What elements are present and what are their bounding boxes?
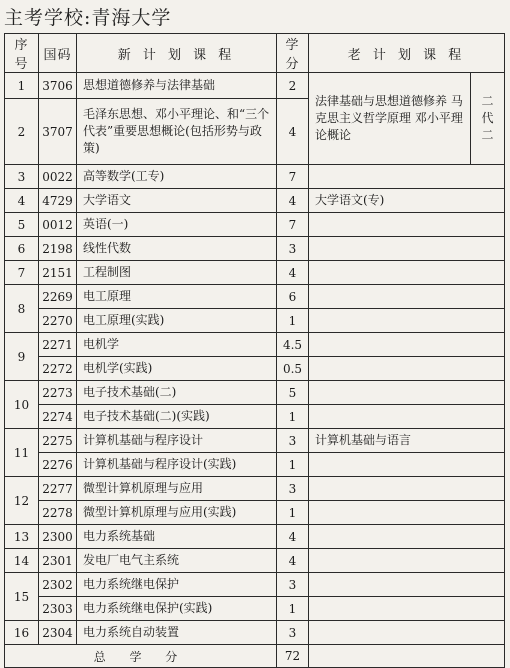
cell-code: 2304 [39, 621, 77, 645]
total-label: 总 学 分 [5, 645, 277, 668]
table-row [5, 357, 505, 381]
cell-credit: 0.5 [277, 357, 309, 381]
cell-credit: 1 [277, 453, 309, 477]
cell-course-name: 线性代数 [77, 237, 277, 261]
cell-course-name: 电力系统继电保护 [77, 573, 277, 597]
cell-code: 2270 [39, 309, 77, 333]
cell-seq: 6 [5, 237, 39, 261]
table-row [5, 333, 505, 357]
cell-course-name: 工程制图 [77, 261, 277, 285]
old-course-empty [309, 333, 505, 357]
old-course-side-note [471, 73, 505, 165]
side-char: 二 [481, 94, 494, 108]
table-row [5, 549, 505, 573]
old-course-empty [309, 357, 505, 381]
old-course-empty [309, 477, 505, 501]
cell-seq: 2 [5, 99, 39, 165]
cell-credit: 3 [277, 573, 309, 597]
cell-seq: 5 [5, 213, 39, 237]
cell-course-name: 电工原理 [77, 285, 277, 309]
table-row [5, 309, 505, 333]
cell-course-name: 电力系统继电保护(实践) [77, 597, 277, 621]
old-course-empty [309, 621, 505, 645]
old-course-empty [309, 237, 505, 261]
table-row [5, 285, 505, 309]
side-char: 二 [481, 128, 494, 142]
cell-seq: 12 [5, 477, 39, 525]
old-course-empty [309, 501, 505, 525]
cell-seq: 13 [5, 525, 39, 549]
cell-course-name: 大学语文 [77, 189, 277, 213]
table-row [5, 405, 505, 429]
cell-course-name: 电力系统自动装置 [77, 621, 277, 645]
cell-seq: 3 [5, 165, 39, 189]
cell-seq: 4 [5, 189, 39, 213]
old-course-empty [309, 549, 505, 573]
cell-seq: 11 [5, 429, 39, 477]
table-row [5, 237, 505, 261]
cell-course-name: 电机学 [77, 333, 277, 357]
cell-course-name: 发电厂电气主系统 [77, 549, 277, 573]
cell-course-name: 电工原理(实践) [77, 309, 277, 333]
cell-credit: 3 [277, 621, 309, 645]
cell-course-name: 电机学(实践) [77, 357, 277, 381]
old-course-empty [309, 261, 505, 285]
cell-credit: 4.5 [277, 333, 309, 357]
cell-code: 2198 [39, 237, 77, 261]
old-course-empty [309, 165, 505, 189]
page-title: 主考学校:青海大学 [4, 7, 172, 29]
cell-credit: 1 [277, 501, 309, 525]
cell-code: 2278 [39, 501, 77, 525]
table-row [5, 381, 505, 405]
cell-credit: 2 [277, 73, 309, 99]
cell-code: 2274 [39, 405, 77, 429]
old-course-empty [309, 453, 505, 477]
cell-credit: 3 [277, 429, 309, 453]
cell-course-name: 高等数学(工专) [77, 165, 277, 189]
header-seq: 序号 [5, 34, 39, 73]
side-char: 代 [481, 111, 494, 125]
header-credit: 学分 [277, 34, 309, 73]
cell-code: 3706 [39, 73, 77, 99]
cell-code: 2302 [39, 573, 77, 597]
cell-seq: 14 [5, 549, 39, 573]
cell-seq: 10 [5, 381, 39, 429]
cell-credit: 4 [277, 549, 309, 573]
cell-code: 2151 [39, 261, 77, 285]
cell-code: 4729 [39, 189, 77, 213]
old-course-empty [309, 525, 505, 549]
cell-course-name: 微型计算机原理与应用(实践) [77, 501, 277, 525]
cell-credit: 3 [277, 237, 309, 261]
table-row [5, 429, 505, 453]
table-row [5, 597, 505, 621]
cell-credit: 4 [277, 189, 309, 213]
cell-credit: 7 [277, 213, 309, 237]
table-row [5, 525, 505, 549]
old-course-empty [309, 597, 505, 621]
old-course-row-4: 大学语文(专) [309, 189, 505, 213]
cell-seq: 9 [5, 333, 39, 381]
old-course-empty [309, 213, 505, 237]
old-course-empty [309, 381, 505, 405]
cell-credit: 1 [277, 309, 309, 333]
cell-code: 2272 [39, 357, 77, 381]
cell-code: 2271 [39, 333, 77, 357]
cell-seq: 8 [5, 285, 39, 333]
table-row [5, 213, 505, 237]
cell-code: 2269 [39, 285, 77, 309]
header-new-course: 新 计 划 课 程 [77, 34, 277, 73]
course-table [4, 33, 505, 668]
total-row [5, 645, 505, 668]
cell-code: 2300 [39, 525, 77, 549]
header-row [5, 34, 505, 73]
cell-credit: 7 [277, 165, 309, 189]
cell-seq: 15 [5, 573, 39, 621]
cell-code: 2301 [39, 549, 77, 573]
cell-credit: 6 [277, 285, 309, 309]
cell-course-name: 微型计算机原理与应用 [77, 477, 277, 501]
table-row [5, 453, 505, 477]
table-row [5, 73, 505, 99]
cell-code: 2275 [39, 429, 77, 453]
cell-code: 2273 [39, 381, 77, 405]
cell-credit: 1 [277, 405, 309, 429]
cell-course-name: 思想道德修养与法律基础 [77, 73, 277, 99]
table-row [5, 189, 505, 213]
cell-course-name: 英语(一) [77, 213, 277, 237]
table-row [5, 477, 505, 501]
old-course-group-1-2: 法律基础与思想道德修养 马克思主义哲学原理 邓小平理论概论 [309, 73, 471, 165]
table-row [5, 573, 505, 597]
cell-credit: 1 [277, 597, 309, 621]
table-row [5, 501, 505, 525]
cell-code: 2303 [39, 597, 77, 621]
cell-seq: 7 [5, 261, 39, 285]
cell-code: 2277 [39, 477, 77, 501]
cell-credit: 5 [277, 381, 309, 405]
old-course-empty [309, 285, 505, 309]
table-row [5, 165, 505, 189]
cell-code: 3707 [39, 99, 77, 165]
cell-seq: 1 [5, 73, 39, 99]
header-old-course: 老 计 划 课 程 [309, 34, 505, 73]
header-code: 国码 [39, 34, 77, 73]
cell-credit: 4 [277, 99, 309, 165]
cell-course-name: 电子技术基础(二)(实践) [77, 405, 277, 429]
cell-code: 2276 [39, 453, 77, 477]
table-row [5, 621, 505, 645]
cell-course-name: 计算机基础与程序设计 [77, 429, 277, 453]
cell-credit: 4 [277, 261, 309, 285]
old-course-empty [309, 405, 505, 429]
old-course-empty [309, 645, 505, 668]
cell-course-name: 计算机基础与程序设计(实践) [77, 453, 277, 477]
cell-code: 0012 [39, 213, 77, 237]
total-credit: 72 [277, 645, 309, 668]
cell-credit: 3 [277, 477, 309, 501]
cell-course-name: 电力系统基础 [77, 525, 277, 549]
cell-course-name: 电子技术基础(二) [77, 381, 277, 405]
old-course-row-11: 计算机基础与语言 [309, 429, 505, 453]
old-course-empty [309, 573, 505, 597]
cell-course-name: 毛泽东思想、邓小平理论、和“三个代表”重要思想概论(包括形势与政策) [77, 99, 277, 165]
table-row [5, 261, 505, 285]
cell-code: 0022 [39, 165, 77, 189]
old-course-empty [309, 309, 505, 333]
cell-seq: 16 [5, 621, 39, 645]
cell-credit: 4 [277, 525, 309, 549]
